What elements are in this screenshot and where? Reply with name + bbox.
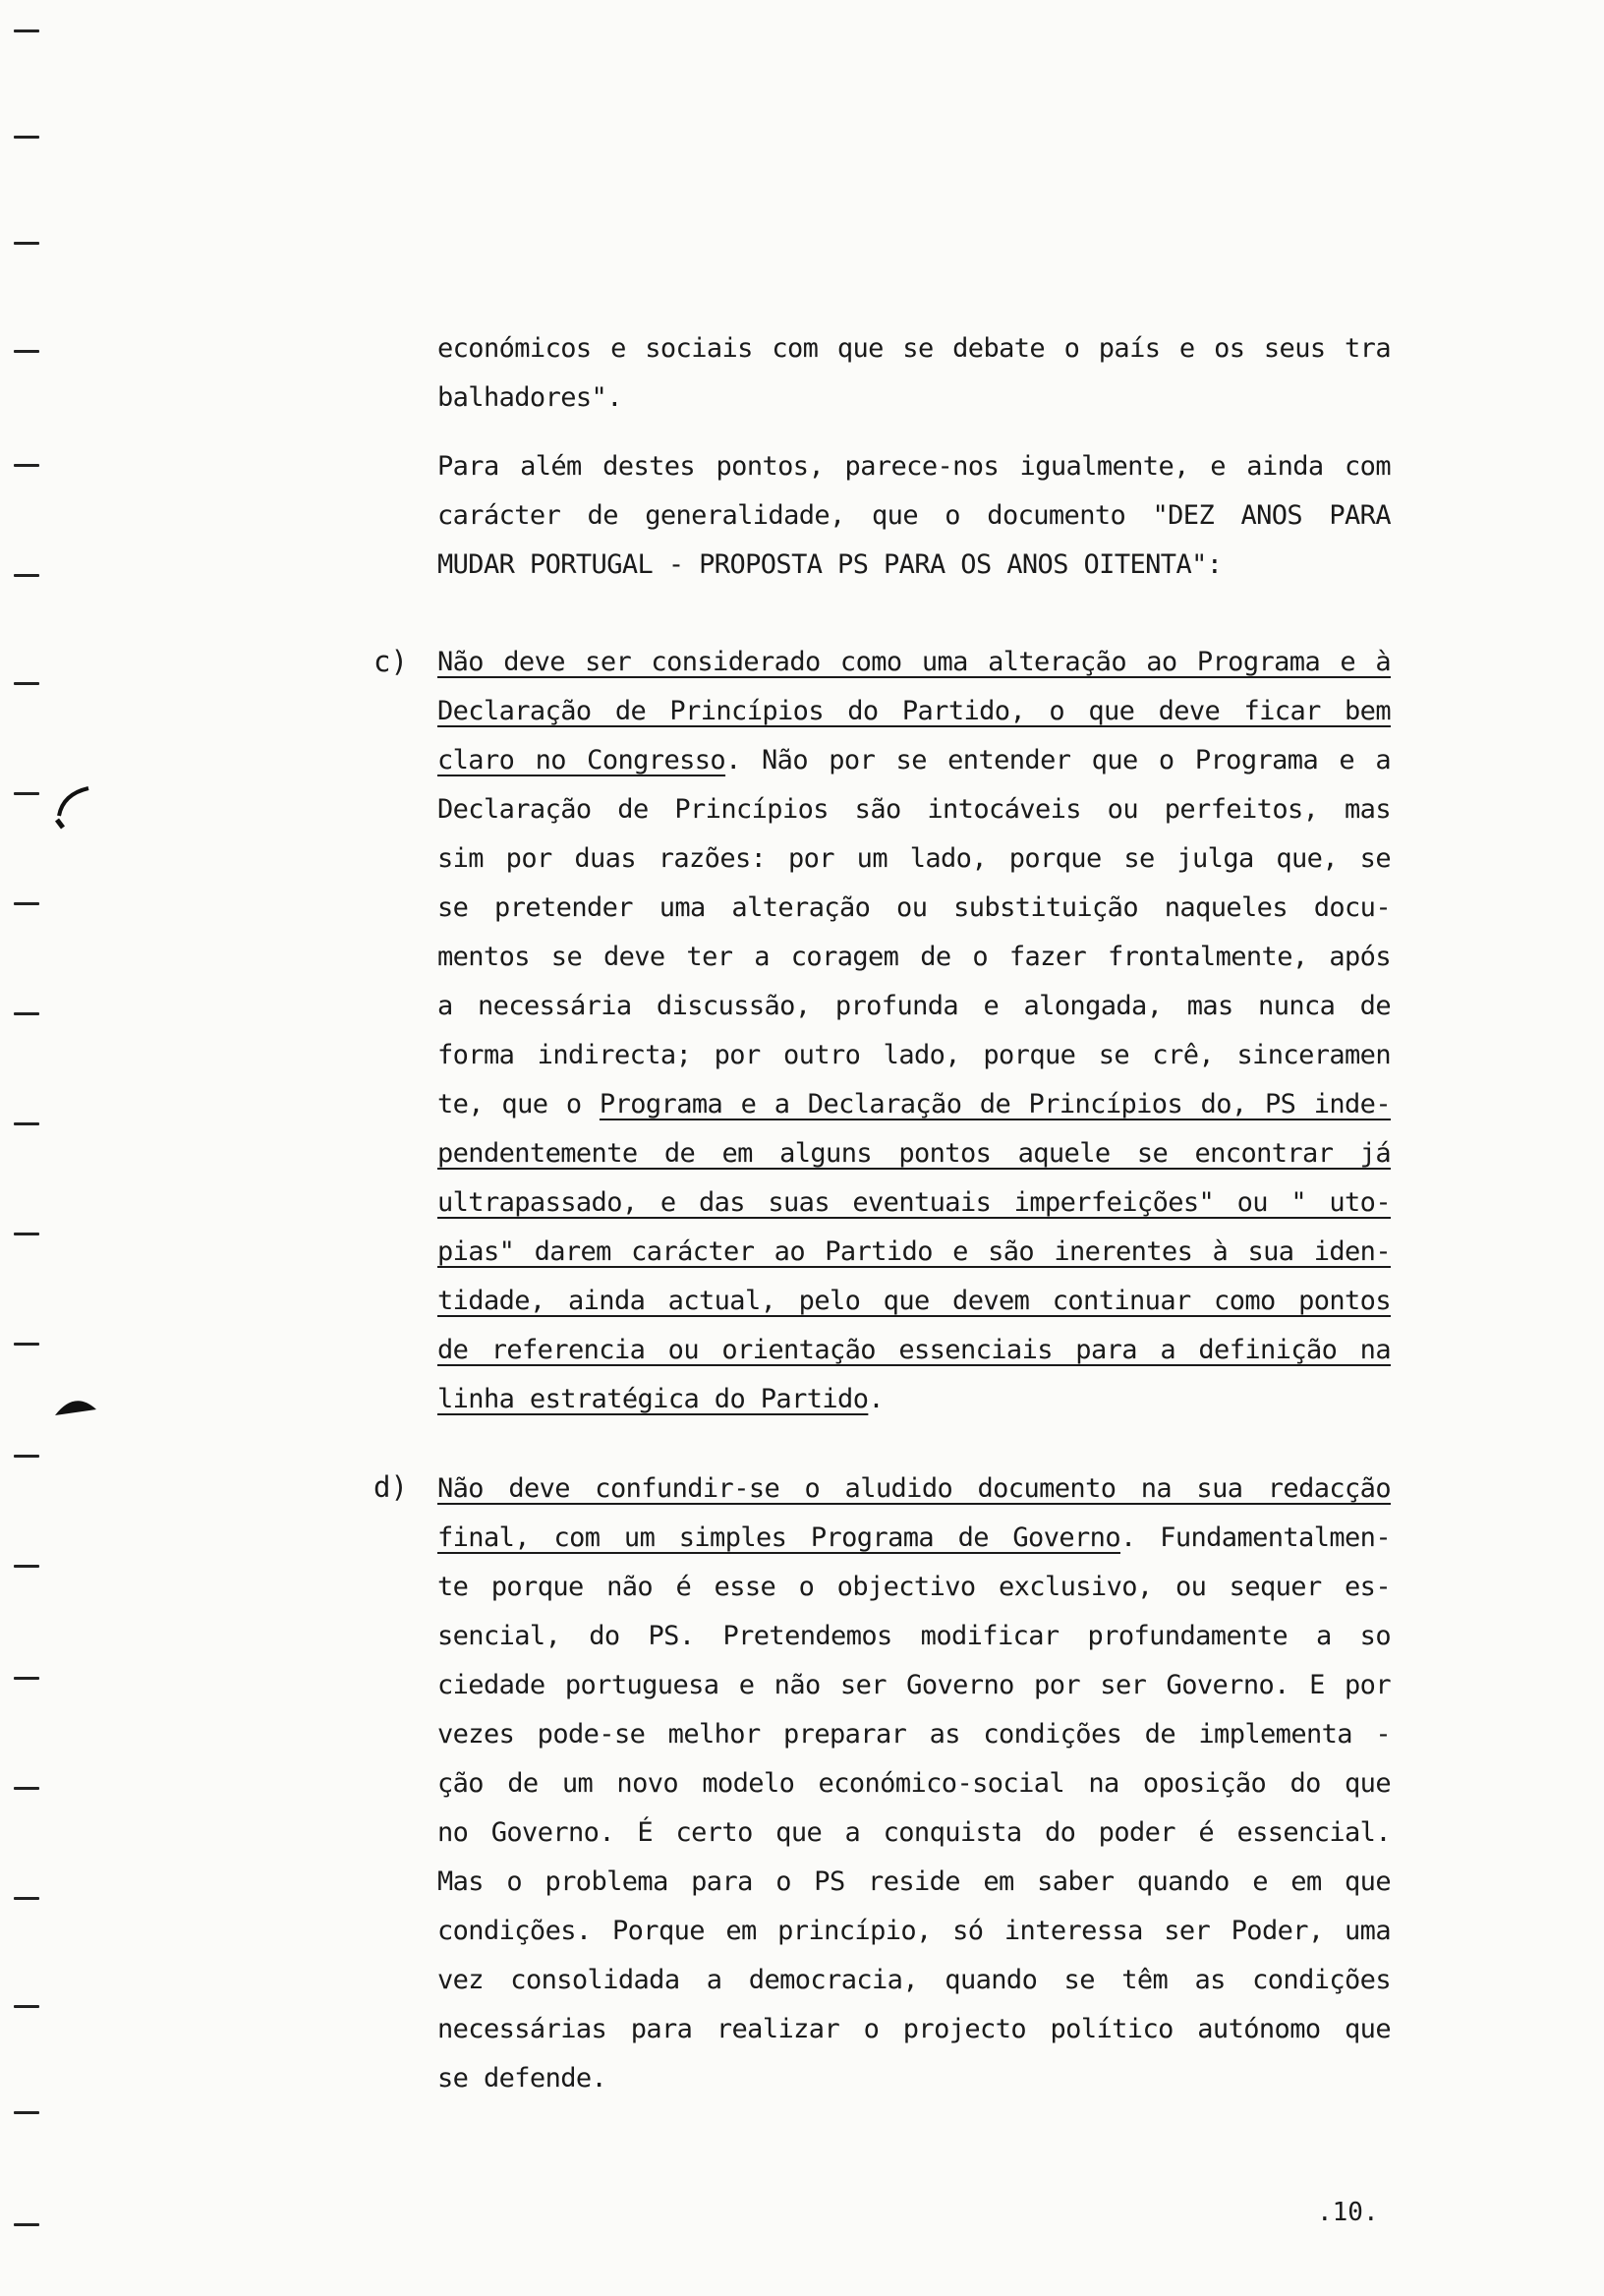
intro-paragraph: [437, 324, 1391, 423]
item-marker: d): [373, 1470, 408, 1504]
margin-mark: [14, 29, 39, 32]
text-line: [437, 1563, 1391, 1612]
underlined-text: Não deve confundir-se o aludido documento na sua redacção: [437, 1473, 1391, 1504]
text-line: [437, 1464, 1391, 1514]
item-marker: c): [373, 645, 408, 678]
text-fragment: ção de um novo modelo económico-social na oposição do que: [437, 1768, 1391, 1799]
text-line: [437, 1178, 1391, 1228]
margin-mark: [14, 1897, 39, 1900]
margin-mark: [14, 1233, 39, 1235]
text-line: [437, 1808, 1391, 1858]
margin-mark: [14, 574, 39, 577]
text-fragment: no Governo. É certo que a conquista do poder é essencial.: [437, 1817, 1391, 1848]
text-fragment: .: [868, 1384, 885, 1414]
text-line: [437, 638, 1391, 687]
list-item: [437, 638, 1391, 1424]
text-line: [437, 1661, 1391, 1710]
text-line: carácter de generalidade, que o documento "DEZ ANOS PARA: [437, 500, 1391, 531]
underlined-text: de referencia ou orientação essenciais para a definição na: [437, 1335, 1391, 1365]
margin-mark: [14, 464, 39, 467]
text-line: [437, 1858, 1391, 1907]
text-line: [437, 2054, 1391, 2103]
punch-hole-shadow: [49, 776, 108, 845]
text-line: [437, 687, 1391, 736]
underlined-text: pias" darem carácter ao Partido e são inerentes à sua iden-: [437, 1236, 1391, 1267]
text-fragment: forma indirecta; por outro lado, porque se crê, sinceramen: [437, 1040, 1391, 1070]
text-line: [437, 1080, 1391, 1129]
text-line: [437, 1129, 1391, 1178]
text-fragment: ciedade portuguesa e não ser Governo por ser Governo. E por: [437, 1670, 1391, 1700]
text-line: [437, 1907, 1391, 1956]
underlined-text: tidade, ainda actual, pelo que devem continuar como pontos: [437, 1286, 1391, 1316]
text-line: [437, 1710, 1391, 1759]
margin-mark: [14, 2223, 39, 2226]
text-line: MUDAR PORTUGAL - PROPOSTA PS PARA OS ANOS OITENTA":: [437, 549, 1223, 580]
underlined-text: claro no Congresso: [437, 745, 726, 775]
text-line: balhadores".: [437, 382, 622, 413]
text-line: Para além destes pontos, parece-nos igualmente, e ainda com: [437, 451, 1391, 482]
text-fragment: vez consolidada a democracia, quando se têm as condições: [437, 1965, 1391, 1995]
text-fragment: te, que o: [437, 1089, 600, 1119]
underlined-text: Programa e a Declaração de Princípios do, PS inde-: [599, 1089, 1391, 1119]
text-line: [437, 982, 1391, 1031]
text-line: [437, 884, 1391, 933]
text-fragment: Declaração de Princípios são intocáveis ou perfeitos, mas: [437, 794, 1391, 825]
text-fragment: mentos se deve ter a coragem de o fazer frontalmente, após: [437, 942, 1391, 972]
text-fragment: Mas o problema para o PS reside em saber quando e em que: [437, 1866, 1391, 1897]
text-line: [437, 933, 1391, 982]
text-line: [437, 1956, 1391, 2005]
text-fragment: condições. Porque em princípio, só interessa ser Poder, uma: [437, 1916, 1391, 1946]
list-item: [437, 1464, 1391, 2103]
text-line: [437, 1759, 1391, 1808]
margin-mark: [14, 2111, 39, 2114]
text-line: [437, 834, 1391, 884]
text-fragment: . Fundamentalmen-: [1120, 1522, 1391, 1553]
text-fragment: se defende.: [437, 2063, 607, 2094]
text-line: [437, 1514, 1391, 1563]
underlined-text: pendentemente de em alguns pontos aquele se encontrar já: [437, 1138, 1391, 1169]
margin-mark: [14, 1012, 39, 1015]
text-line: [437, 736, 1391, 785]
text-line: económicos e sociais com que se debate o país e os seus tra: [437, 333, 1391, 364]
text-fragment: a necessária discussão, profunda e alongada, mas nunca de: [437, 991, 1391, 1021]
margin-mark: [14, 136, 39, 139]
margin-mark: [14, 350, 39, 353]
text-line: [437, 1375, 1391, 1424]
text-line: [437, 1228, 1391, 1277]
text-fragment: sencial, do PS. Pretendemos modificar profundamente a so: [437, 1621, 1391, 1651]
text-line: [437, 785, 1391, 834]
margin-mark: [14, 1565, 39, 1568]
margin-mark: [14, 1343, 39, 1346]
text-fragment: . Não por se entender que o Programa e a: [725, 745, 1391, 775]
text-line: [437, 1277, 1391, 1326]
margin-mark: [14, 2005, 39, 2008]
margin-mark: [14, 242, 39, 245]
text-line: [437, 1612, 1391, 1661]
margin-mark: [14, 1455, 39, 1458]
text-fragment: te porque não é esse o objectivo exclusivo, ou sequer es-: [437, 1572, 1391, 1602]
binder-hole-marks: [0, 0, 59, 2296]
text-fragment: se pretender uma alteração ou substituição naqueles docu-: [437, 892, 1391, 923]
margin-mark: [14, 1122, 39, 1125]
underlined-text: ultrapassado, e das suas eventuais imperfeições" ou " uto-: [437, 1187, 1391, 1218]
margin-mark: [14, 1787, 39, 1790]
underlined-text: Declaração de Princípios do Partido, o que deve ficar bem: [437, 696, 1391, 726]
punch-hole-shadow: [49, 1384, 108, 1423]
margin-mark: [14, 902, 39, 905]
text-line: [437, 2005, 1391, 2054]
underlined-text: Não deve ser considerado como uma alteração ao Programa e à: [437, 647, 1391, 677]
text-line: [437, 1031, 1391, 1080]
text-fragment: sim por duas razões: por um lado, porque se julga que, se: [437, 843, 1391, 874]
margin-mark: [14, 682, 39, 685]
margin-mark: [14, 1677, 39, 1680]
underlined-text: linha estratégica do Partido: [437, 1384, 869, 1414]
lead-paragraph: [437, 442, 1391, 590]
text-fragment: vezes pode-se melhor preparar as condições de implementa -: [437, 1719, 1391, 1750]
underlined-text: final, com um simples Programa de Governo: [437, 1522, 1120, 1553]
margin-mark: [14, 792, 39, 795]
page-number: .10.: [1317, 2198, 1379, 2227]
text-fragment: necessárias para realizar o projecto político autónomo que: [437, 2014, 1391, 2044]
text-line: [437, 1326, 1391, 1375]
